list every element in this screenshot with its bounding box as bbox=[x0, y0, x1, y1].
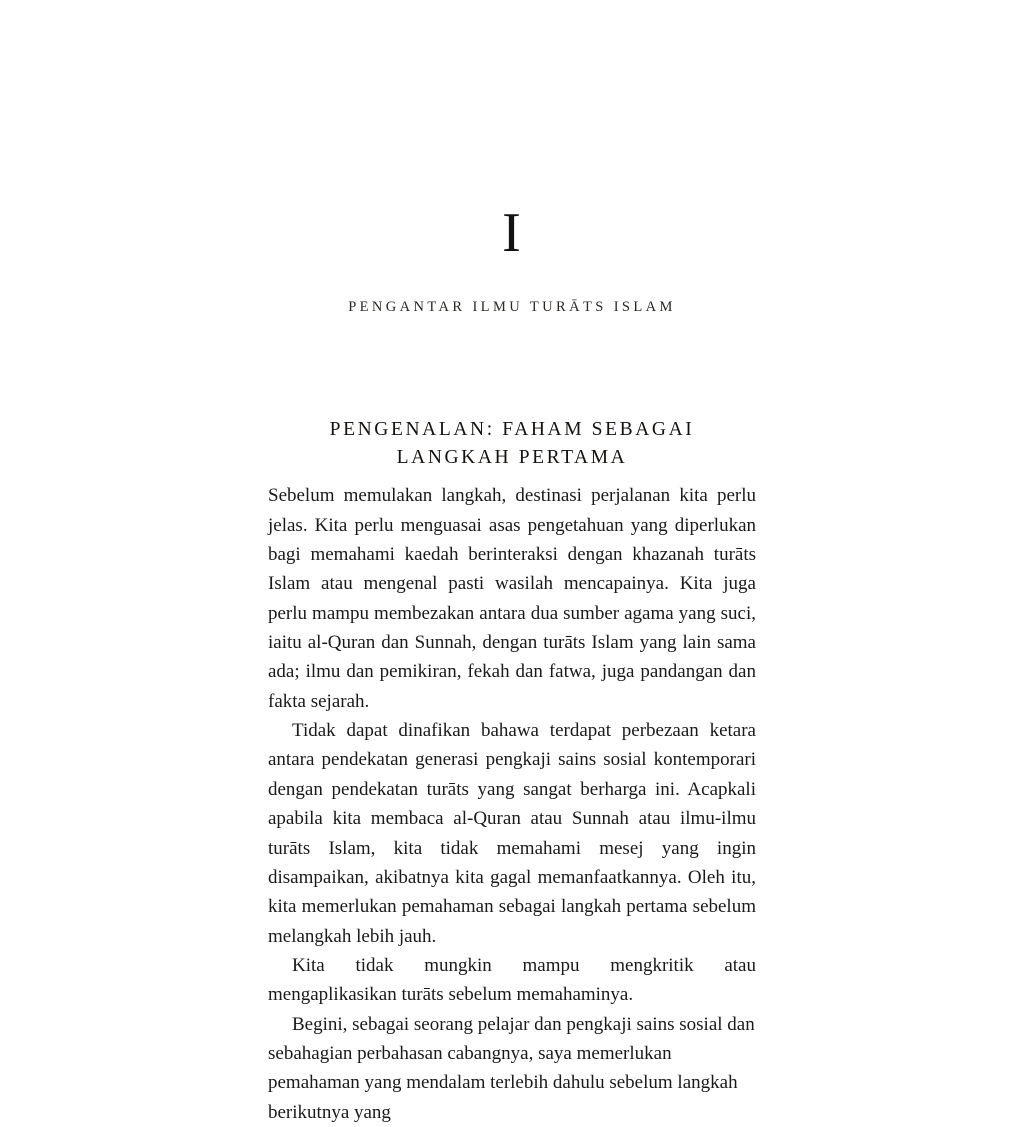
chapter-number: I bbox=[502, 202, 522, 264]
section-heading bbox=[268, 416, 756, 471]
paragraph: Sebelum memulakan langkah, destinasi perjalanan kita perlu jelas. Kita perlu menguasai asas pengetahuan yang diperlukan bagi memahami kaedah berinteraksi dengan khazanah turāts Islam atau mengenal pasti wasilah mencapainya. Kita juga perlu mampu membezakan antara dua sumber agama yang suci, iaitu al-Quran dan Sunnah, dengan turāts Islam yang lain sama ada; ilmu dan pemikiran, fekah dan fatwa, juga pandangan dan fakta sejarah. bbox=[268, 485, 756, 712]
section-heading-line-1: PENGENALAN: FAHAM SEBAGAI bbox=[329, 419, 695, 440]
chapter-title: PENGANTAR ILMU TURĀTS ISLAM bbox=[348, 299, 676, 315]
page-content bbox=[268, 202, 756, 1127]
paragraph: Kita tidak mungkin mampu mengkritik atau mengaplikasikan turāts sebelum memahaminya. bbox=[268, 954, 756, 1006]
paragraph: Tidak dapat dinafikan bahawa terdapat perbezaan ketara antara pendekatan generasi pengkaji sains sosial kontemporari dengan pendekatan turāts yang sangat berharga ini. Acapkali apabila kita membaca al-Quran atau Sunnah atau ilmu-ilmu turāts Islam, kita tidak memahami mesej yang ingin disampaikan, akibatnya kita gagal memanfaatkannya. Oleh itu, kita memerlukan pemahaman sebagai langkah pertama sebelum melangkah lebih jauh. bbox=[268, 720, 756, 947]
body-text bbox=[268, 481, 756, 1127]
paragraph: Begini, sebagai seorang pelajar dan pengkaji sains sosial dan sebahagian perbahasan cabangnya, saya memerlukan pemahaman yang mendalam terlebih dahulu sebelum langkah berikutnya yang bbox=[268, 1013, 755, 1123]
section-heading-line-2: LANGKAH PERTAMA bbox=[396, 446, 628, 468]
